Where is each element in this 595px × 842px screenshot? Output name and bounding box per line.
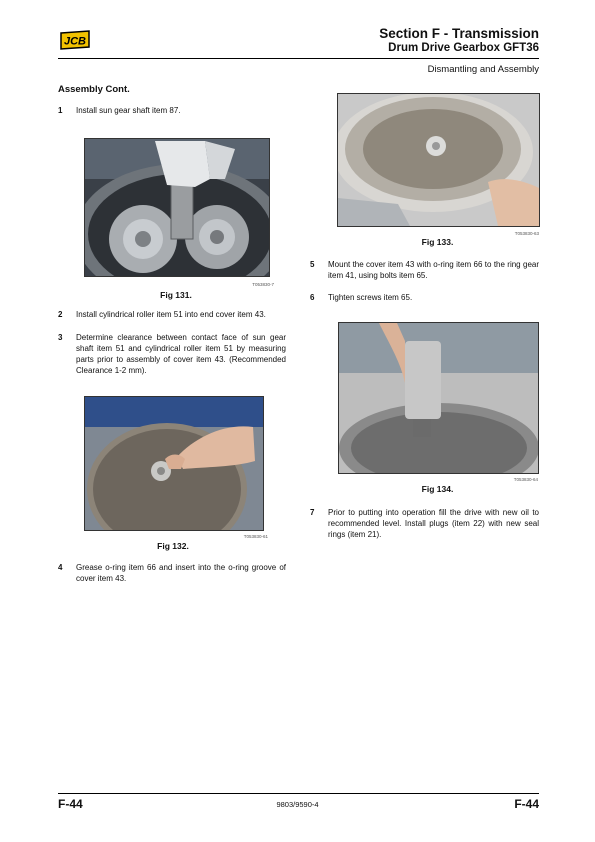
logo-text: JCB xyxy=(63,35,87,48)
figure-133-caption: Fig 133. xyxy=(421,237,454,247)
footer-page-left: F-44 xyxy=(58,797,83,811)
step-2 xyxy=(58,309,286,321)
step-6 xyxy=(310,292,539,304)
step-7 xyxy=(310,507,539,543)
section-subtitle: Drum Drive Gearbox GFT36 xyxy=(388,42,539,54)
header-rule xyxy=(58,58,539,59)
figure-132-code: T053830-61 xyxy=(243,534,268,539)
figure-131-caption: Fig 131. xyxy=(160,290,192,300)
step-1 xyxy=(58,105,286,117)
section-title: Section F - Transmission xyxy=(379,26,539,41)
step-4 xyxy=(58,562,286,586)
figure-131-code: T053830-7 xyxy=(252,282,274,287)
step-text: Prior to putting into operation fill the drive with new oil to recommended level. Install plugs (item 22) with new seal rings (item 21). xyxy=(328,508,539,539)
figure-133-code: T053830-63 xyxy=(514,231,539,236)
footer-rule xyxy=(58,793,539,794)
step-number: 4 xyxy=(58,563,63,572)
step-number: 1 xyxy=(58,106,63,115)
assembly-heading: Assembly Cont. xyxy=(58,84,130,95)
figure-132-caption: Fig 132. xyxy=(157,541,189,551)
step-number: 3 xyxy=(58,333,63,342)
step-text: Grease o-ring item 66 and insert into the o-ring groove of cover item 43. xyxy=(76,563,286,583)
step-3 xyxy=(58,332,286,378)
page-subheading: Dismantling and Assembly xyxy=(427,64,539,75)
figure-133-photo xyxy=(337,93,540,227)
step-text: Install cylindrical roller item 51 into end cover item 43. xyxy=(76,310,266,319)
step-number: 2 xyxy=(58,310,63,319)
figure-134-photo xyxy=(338,322,539,474)
jcb-logo xyxy=(58,30,92,50)
footer-page-right: F-44 xyxy=(514,797,539,811)
step-text: Determine clearance between contact face of sun gear shaft item 51 and cylindrical roller item 51 by measuring parts prior to assembly of cover item 43. (Recommended Clearance 1-2 mm). xyxy=(76,333,286,375)
figure-134-code: T053830-64 xyxy=(513,477,538,482)
figure-131-photo xyxy=(84,138,270,277)
step-text: Tighten screws item 65. xyxy=(328,293,413,302)
step-5 xyxy=(310,259,539,283)
step-number: 7 xyxy=(310,508,315,517)
step-number: 6 xyxy=(310,293,315,302)
step-text: Install sun gear shaft item 87. xyxy=(76,106,181,115)
figure-132-photo xyxy=(84,396,264,531)
step-text: Mount the cover item 43 with o-ring item 66 to the ring gear item 41, using bolts item 65. xyxy=(328,260,539,280)
step-number: 5 xyxy=(310,260,315,269)
footer-doc-number: 9803/9590-4 xyxy=(276,800,319,809)
figure-134-caption: Fig 134. xyxy=(421,484,454,494)
